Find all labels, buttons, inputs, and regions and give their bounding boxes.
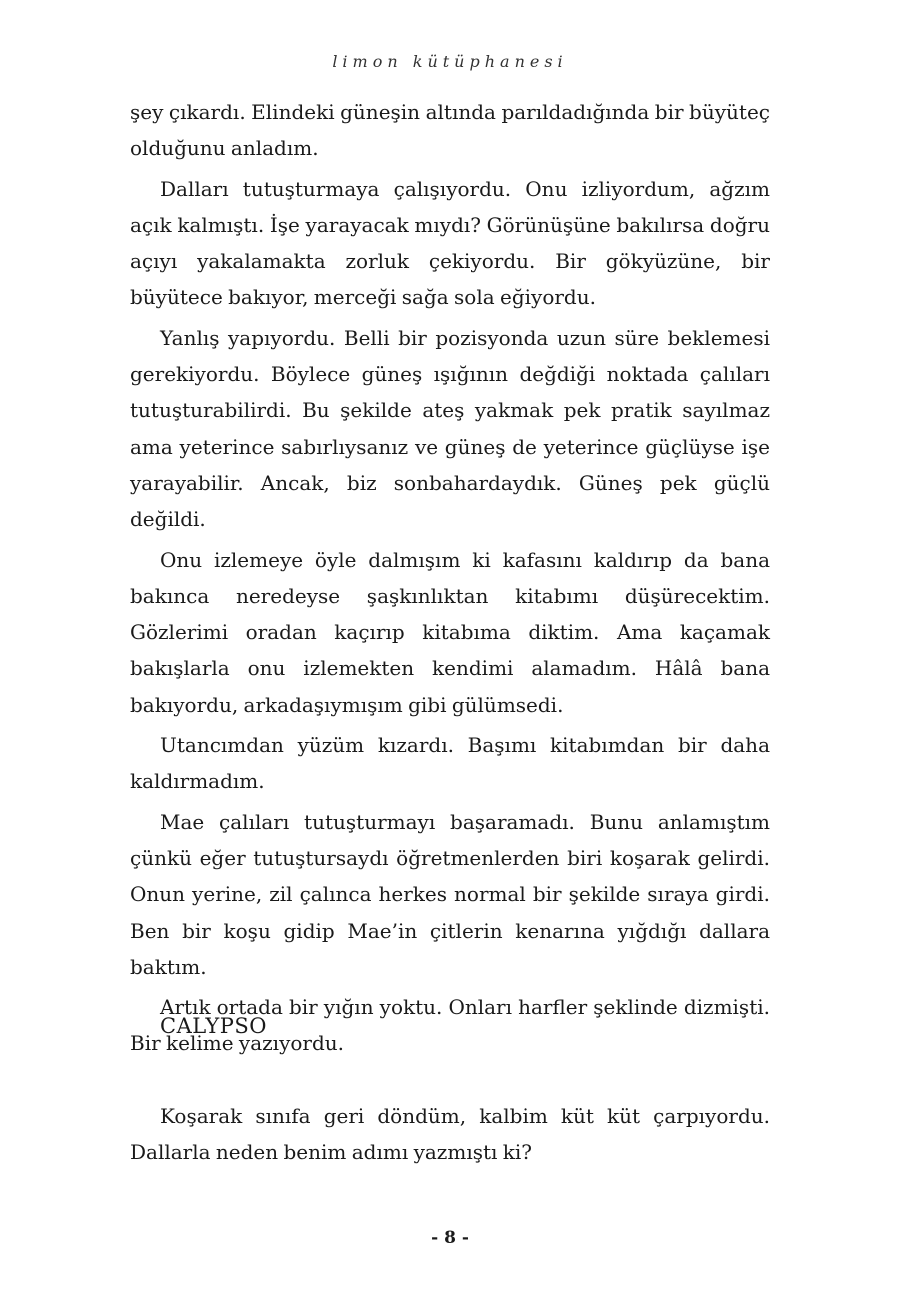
paragraph: Yanlış yapıyordu. Belli bir pozisyonda uzun süre beklemesi gerekiyordu. Böylece güneş ışığının değdiği noktada çalıları tutuşturabilirdi. Bu şekilde ateş yakmak pek pratik sayılmaz ama yeterince sabırlıysanız ve güneş de yeterince güçlüyse işe yarayabilir. Ancak, biz sonbahardaydık. Güneş pek güçlü değildi. bbox=[130, 325, 770, 532]
paragraph: Utancımdan yüzüm kızardı. Başımı kitabımdan bir daha kaldırmadım. bbox=[130, 733, 770, 794]
main-text bbox=[130, 94, 770, 1062]
paragraph: Artık ortada bir yığın yoktu. Onları harfler şeklinde dizmişti. Bir kelime yazıyordu. bbox=[130, 995, 770, 1056]
paragraph: Onu izlemeye öyle dalmışım ki kafasını kaldırıp da bana bakınca neredeyse şaşkınlıktan kitabımı düşürecektim. Gözlerimi oradan kaçırıp kitabıma diktim. Ama kaçamak bakışlarla onu izlemekten kendimi alamadım. Hâlâ bana bakıyordu, arkadaşıymışım gibi gülümsedi. bbox=[130, 547, 770, 717]
paragraph: Dalları tutuşturmaya çalışıyordu. Onu izliyordum, ağzım açık kalmıştı. İşe yarayacak mıydı? Görünüşüne bakılırsa doğru açıyı yakalamakta zorluk çekiyordu. Bir gökyüzüne, bir büyütece bakıyor, merceği sağa sola eğiyordu. bbox=[130, 176, 770, 310]
paragraph: Mae çalıları tutuşturmayı başaramadı. Bunu anlamıştım çünkü eğer tutuştursaydı öğretmenlerden biri koşarak gelirdi. Onun yerine, zil çalınca herkes normal bir şekilde sıraya girdi. Ben bir koşu gidip Mae’in çitlerin kenarına yığdığı dallara baktım. bbox=[130, 809, 770, 979]
paragraph: Koşarak sınıfa geri döndüm, kalbim küt küt çarpıyordu. Dallarla neden benim adımı yazmıştı ki? bbox=[130, 1104, 770, 1165]
paragraph-continued: şey çıkardı. Elindeki güneşin altında parıldadığında bir büyüteç olduğunu anladım. bbox=[130, 100, 770, 161]
running-header: limon kütüphanesi bbox=[332, 52, 568, 71]
section-heading: CALYPSO bbox=[160, 1014, 267, 1038]
page-number: - 8 - bbox=[431, 1228, 469, 1248]
section-text bbox=[130, 1098, 770, 1171]
